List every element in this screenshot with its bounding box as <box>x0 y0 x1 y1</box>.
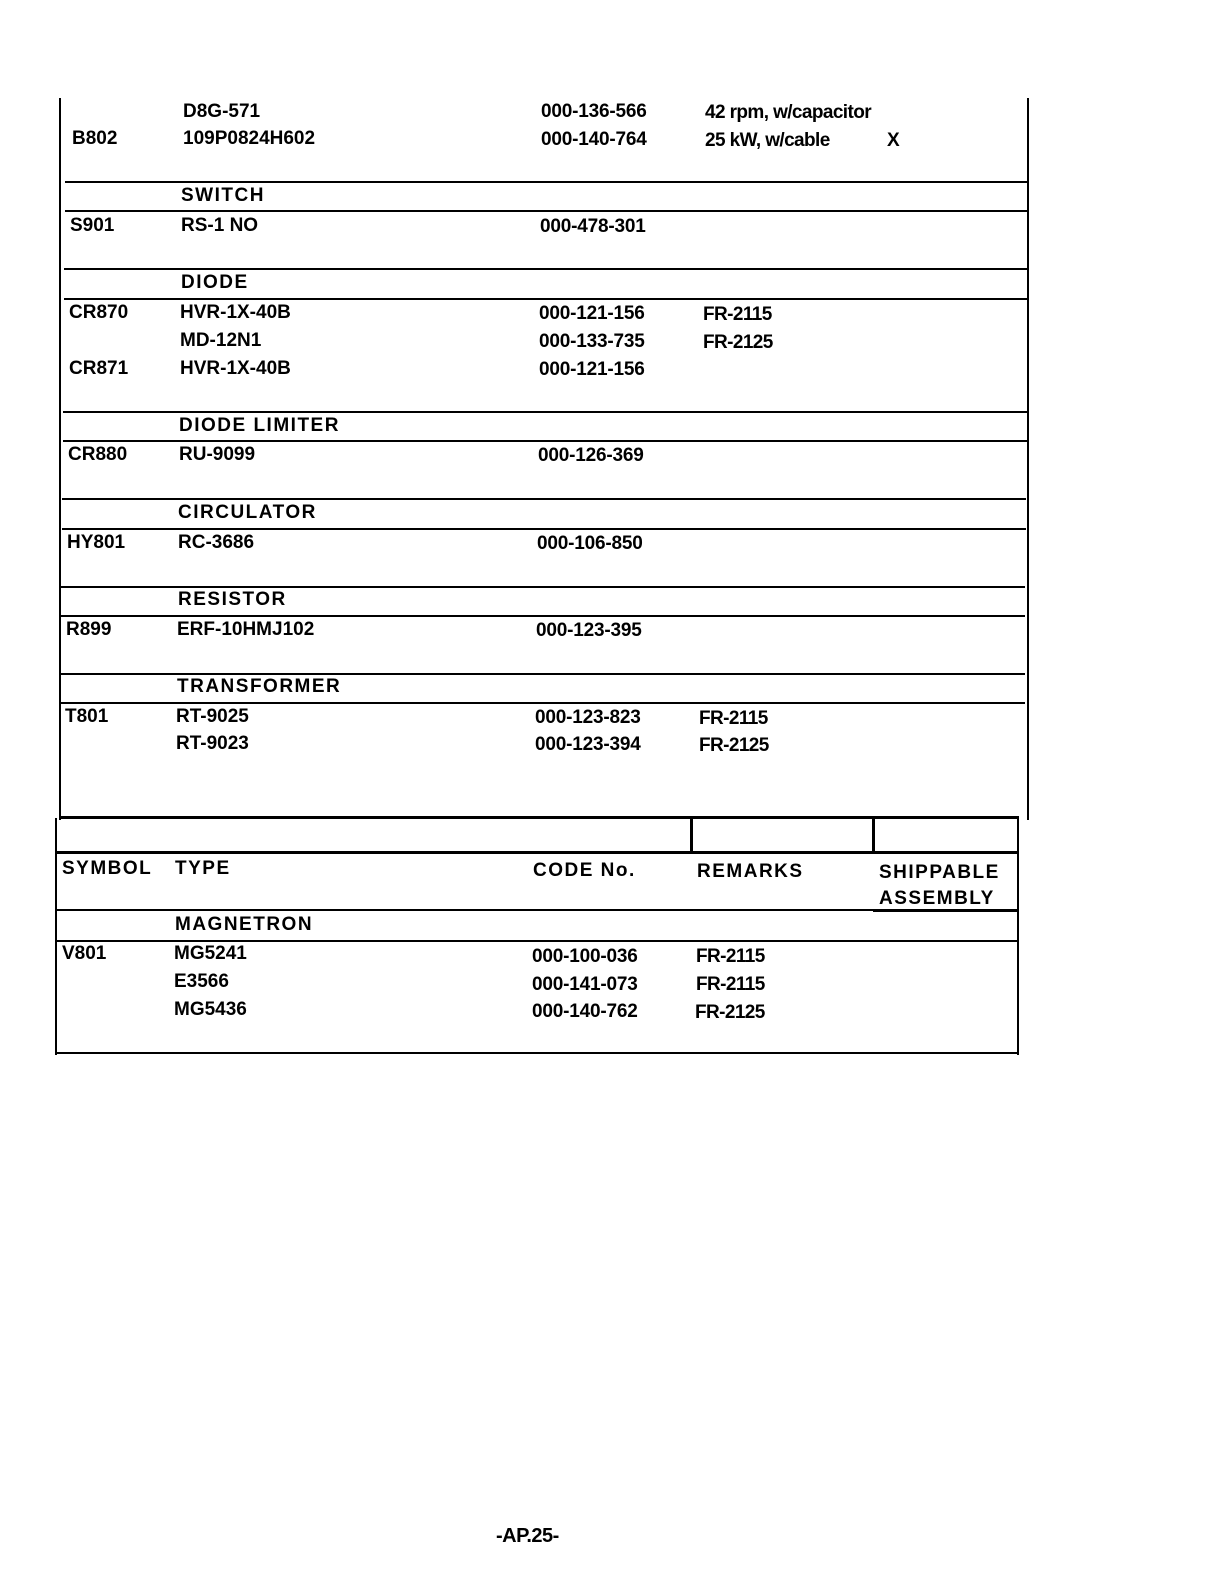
type-cell: HVR-1X-40B <box>180 302 291 323</box>
symbol-cell: T801 <box>65 706 109 727</box>
symbol-cell: V801 <box>62 943 107 964</box>
column-header-shippable: SHIPPABLE <box>879 862 1000 883</box>
remarks-cell: FR-2125 <box>699 735 769 756</box>
code-cell: 000-123-395 <box>536 620 642 641</box>
type-cell: RT-9025 <box>176 706 249 727</box>
type-cell: 109P0824H602 <box>183 128 316 149</box>
section-divider <box>62 528 1026 530</box>
code-cell: 000-141-073 <box>532 974 638 995</box>
remarks-cell: FR-2125 <box>703 332 773 353</box>
section-divider <box>64 298 1027 300</box>
code-cell: 000-100-036 <box>532 946 638 967</box>
symbol-cell: CR880 <box>68 444 128 465</box>
header-top-border <box>56 851 1018 854</box>
symbol-cell: B802 <box>72 128 118 149</box>
type-cell: ERF-10HMJ102 <box>177 619 315 640</box>
section-divider <box>60 702 1025 704</box>
remarks-cell: FR-2115 <box>696 974 765 995</box>
section-divider <box>63 411 1027 413</box>
column-header-type: TYPE <box>175 858 231 879</box>
section-divider <box>65 210 1028 212</box>
section-divider <box>61 586 1025 588</box>
type-cell: RT-9023 <box>176 733 249 754</box>
section-divider <box>60 673 1025 675</box>
type-cell: RU-9099 <box>179 444 256 465</box>
remarks-cell: FR-2115 <box>703 304 772 325</box>
code-cell: 000-123-823 <box>535 707 641 728</box>
code-cell: 000-123-394 <box>535 734 641 755</box>
type-cell: E3566 <box>174 971 229 992</box>
remarks-cell: FR-2125 <box>695 1002 765 1023</box>
type-cell: MD-12N1 <box>180 330 262 351</box>
code-cell: 000-106-850 <box>537 533 643 554</box>
symbol-cell: HY801 <box>67 532 126 553</box>
column-divider <box>872 819 875 853</box>
section-heading-switch: SWITCH <box>181 185 265 206</box>
code-cell: 000-140-764 <box>541 129 647 150</box>
symbol-cell: CR870 <box>69 302 129 323</box>
code-cell: 000-121-156 <box>539 303 645 324</box>
column-divider <box>690 819 693 853</box>
section-heading-magnetron: MAGNETRON <box>175 914 314 935</box>
page-number: -AP.25- <box>496 1525 559 1547</box>
column-header-assembly: ASSEMBLY <box>879 888 995 909</box>
column-header-remarks: REMARKS <box>697 861 804 882</box>
type-cell: MG5241 <box>174 943 247 964</box>
section-heading-diode: DIODE <box>181 272 249 293</box>
section-divider <box>63 440 1027 442</box>
section-divider <box>56 909 873 911</box>
remarks-cell: FR-2115 <box>696 946 765 967</box>
remarks-cell: 25 kW, w/cable <box>705 130 830 151</box>
type-cell: RS-1 NO <box>181 215 259 236</box>
type-cell: D8G-571 <box>183 101 261 122</box>
symbol-cell: R899 <box>66 619 112 640</box>
type-cell: RC-3686 <box>178 532 255 553</box>
symbol-cell: S901 <box>70 215 115 236</box>
table-bottom-border <box>55 1052 1019 1054</box>
remarks-cell: 42 rpm, w/capacitor <box>705 102 872 123</box>
section-divider <box>61 615 1025 617</box>
code-cell: 000-133-735 <box>539 331 645 352</box>
section-divider <box>62 498 1026 500</box>
type-cell: HVR-1X-40B <box>180 358 291 379</box>
section-divider <box>64 268 1027 270</box>
code-cell: 000-121-156 <box>539 359 645 380</box>
code-cell: 000-140-762 <box>532 1001 638 1022</box>
column-header-symbol: SYMBOL <box>62 858 153 879</box>
section-heading-diode-limiter: DIODE LIMITER <box>179 415 340 436</box>
code-cell: 000-478-301 <box>540 216 646 237</box>
section-heading-transformer: TRANSFORMER <box>177 676 342 697</box>
remarks-cell: FR-2115 <box>699 708 768 729</box>
type-cell: MG5436 <box>174 999 247 1020</box>
section-heading-resistor: RESISTOR <box>178 589 287 610</box>
shippable-mark: X <box>887 130 900 151</box>
section-heading-circulator: CIRCULATOR <box>178 502 317 523</box>
section-divider <box>65 181 1028 183</box>
code-cell: 000-126-369 <box>538 445 644 466</box>
header-divider <box>873 909 1017 912</box>
symbol-cell: CR871 <box>69 358 129 379</box>
column-header-code: CODE No. <box>533 860 636 881</box>
section-divider <box>56 940 1018 942</box>
code-cell: 000-136-566 <box>541 101 647 122</box>
